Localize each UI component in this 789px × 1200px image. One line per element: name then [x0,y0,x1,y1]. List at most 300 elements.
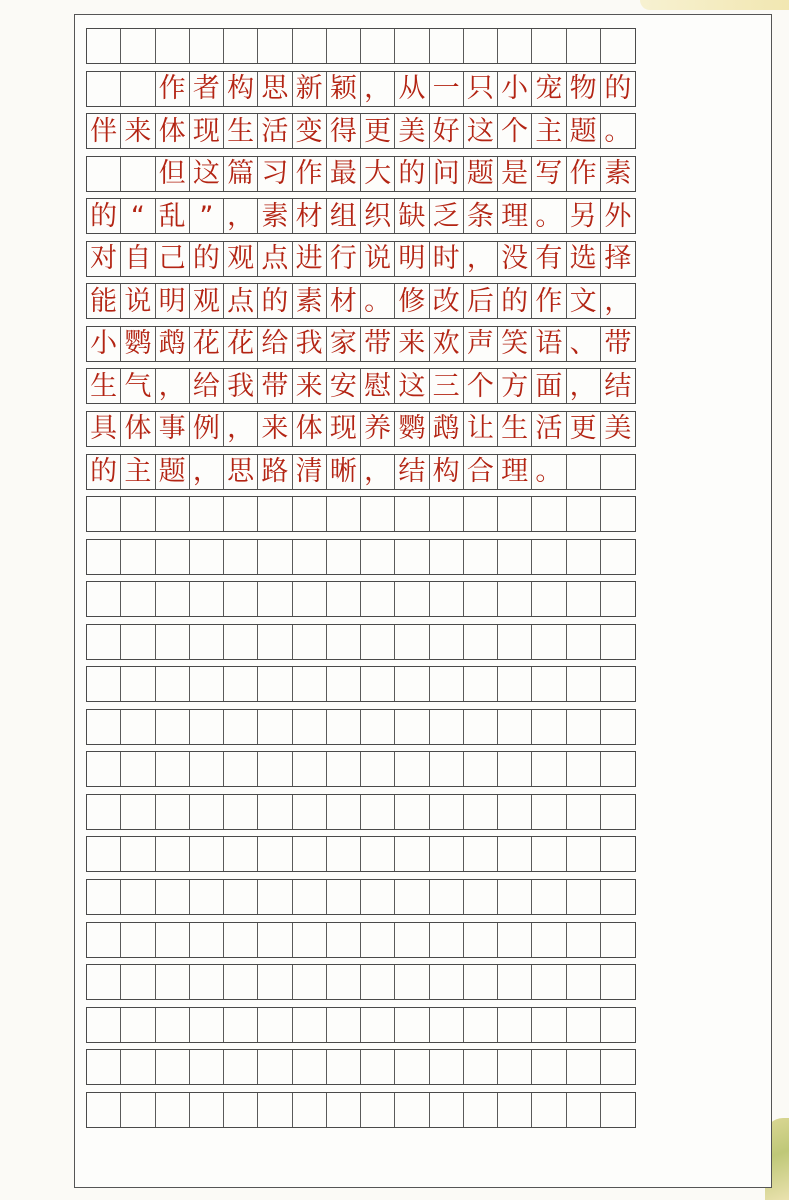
grid-cell [327,965,361,999]
grid-cell [395,710,429,744]
grid-cell [567,1008,601,1042]
grid-cell-char: 变 [293,114,327,148]
grid-cell-char: 理 [498,199,532,233]
grid-cell [532,667,566,701]
grid-cell [293,837,327,871]
grid-cell-char: 给 [190,369,224,403]
grid-row [86,283,636,319]
grid-cell-char: 另 [567,199,601,233]
grid-cell [395,667,429,701]
grid-cell [567,625,601,659]
grid-cell [327,923,361,957]
grid-cell [532,29,566,63]
grid-cell-char: 后 [464,284,498,318]
grid-cell-char: 来 [258,412,292,446]
grid-cell [430,29,464,63]
grid-cell-char: 例 [190,412,224,446]
grid-cell-char: 理 [498,455,532,489]
grid-cell-char: 构 [430,455,464,489]
grid-cell [258,1008,292,1042]
grid-cell [224,880,258,914]
grid-cell [190,1008,224,1042]
grid-cell [395,1008,429,1042]
grid-cell-char: 晰 [327,455,361,489]
grid-cell [498,880,532,914]
grid-cell-char: 。 [604,115,632,147]
grid-cell-char: 声 [464,327,498,361]
grid-cell [361,667,395,701]
grid-cell [224,1050,258,1084]
grid-cell [464,29,498,63]
grid-cell-char: ， [604,285,632,317]
grid-cell-char: 个 [498,114,532,148]
grid-cell-char: 更 [567,412,601,446]
grid-cell [361,582,395,616]
grid-cell [498,752,532,786]
grid-cell [121,1050,155,1084]
grid-cell [395,880,429,914]
grid-cell-char: 说 [361,242,395,276]
grid-cell-char: 美 [395,114,429,148]
grid-row [86,879,636,915]
grid-cell [156,582,190,616]
grid-row [86,666,636,702]
grid-cell [601,880,635,914]
grid-cell-char: 从 [395,72,429,106]
grid-cell-char: 更 [361,114,395,148]
grid-cell-char: 素 [293,284,327,318]
grid-cell [395,540,429,574]
grid-cell-char: 改 [430,284,464,318]
grid-cell [327,1008,361,1042]
grid-cell [87,29,121,63]
grid-cell [327,795,361,829]
grid-cell [498,29,532,63]
grid-cell [464,582,498,616]
grid-cell-char: 者 [190,72,224,106]
grid-cell [156,795,190,829]
grid-cell [361,540,395,574]
grid-cell [121,752,155,786]
grid-cell [224,1093,258,1127]
grid-row [86,28,636,64]
grid-cell-char [601,455,635,489]
grid-cell-char: 合 [464,455,498,489]
grid-cell [361,880,395,914]
grid-cell [224,965,258,999]
grid-row [86,1049,636,1085]
grid-cell-char: ， [464,242,498,276]
grid-cell-char: 作 [567,157,601,191]
grid-cell [567,29,601,63]
grid-cell [430,795,464,829]
grid-cell [361,752,395,786]
corner-decoration [640,0,789,10]
grid-cell [293,965,327,999]
grid-cell [430,540,464,574]
grid-row [86,624,636,660]
grid-cell-char [567,455,601,489]
grid-cell [87,923,121,957]
grid-cell-char: 题 [156,455,190,489]
grid-cell-char: 条 [464,199,498,233]
grid-cell [430,880,464,914]
grid-cell [190,923,224,957]
grid-cell-char: “ [121,199,155,233]
grid-cell-char: ” [190,199,224,233]
grid-cell [293,1008,327,1042]
grid-cell-char: 习 [258,157,292,191]
grid-cell [361,710,395,744]
grid-cell-char: 作 [156,72,190,106]
grid-cell [395,837,429,871]
grid-cell [327,1093,361,1127]
grid-cell [395,582,429,616]
grid-cell [190,1050,224,1084]
grid-cell [224,29,258,63]
grid-cell [567,837,601,871]
grid-cell [293,29,327,63]
grid-cell-char: 题 [464,157,498,191]
grid-cell-char: 事 [156,412,190,446]
grid-cell [361,29,395,63]
grid-cell-char: 写 [532,157,566,191]
grid-cell [293,795,327,829]
grid-cell-char: 作 [293,157,327,191]
grid-cell [258,1050,292,1084]
grid-cell [464,965,498,999]
grid-cell-char: 颖 [327,72,361,106]
grid-row [86,1007,636,1043]
grid-row [86,496,636,532]
grid-cell [190,837,224,871]
grid-cell [190,710,224,744]
grid-cell-char: 明 [156,284,190,318]
grid-cell [361,497,395,531]
grid-cell-char: ， [224,199,258,233]
grid-row [86,411,636,447]
grid-cell [327,1050,361,1084]
grid-row [86,71,636,107]
grid-cell-char: 三 [430,369,464,403]
grid-cell-char: 小 [498,72,532,106]
grid-cell [258,582,292,616]
grid-cell-char: 最 [327,157,361,191]
grid-cell-char: 修 [395,284,429,318]
grid-cell-char: 明 [395,242,429,276]
grid-cell [121,837,155,871]
grid-cell-char: 文 [567,284,601,318]
grid-cell-char: 家 [327,327,361,361]
grid-cell [121,965,155,999]
grid-cell [190,965,224,999]
grid-cell [430,582,464,616]
grid-cell [464,625,498,659]
grid-cell [293,667,327,701]
grid-cell [121,497,155,531]
grid-cell [156,667,190,701]
grid-cell [430,965,464,999]
grid-cell [464,1008,498,1042]
grid-cell [361,1093,395,1127]
grid-cell-char: 体 [121,412,155,446]
grid-cell [87,1093,121,1127]
grid-row [86,241,636,277]
grid-row [86,368,636,404]
grid-cell [464,1050,498,1084]
grid-cell-char: 组 [327,199,361,233]
grid-cell-char: 鹦 [121,327,155,361]
grid-cell [121,667,155,701]
grid-cell [361,965,395,999]
grid-cell [190,582,224,616]
grid-cell [601,29,635,63]
grid-cell [395,752,429,786]
grid-cell [498,667,532,701]
grid-cell [190,752,224,786]
grid-cell [464,1093,498,1127]
grid-cell-char: 这 [190,157,224,191]
grid-cell-char: 美 [604,413,632,445]
grid-cell [430,710,464,744]
grid-cell-char: 没 [498,242,532,276]
grid-row [86,454,636,490]
grid-cell [464,540,498,574]
grid-cell [430,1093,464,1127]
grid-row [86,836,636,872]
grid-cell-char: 生 [224,114,258,148]
grid-cell [121,1093,155,1127]
grid-cell [464,497,498,531]
grid-cell [87,667,121,701]
grid-cell [121,540,155,574]
grid-cell [258,497,292,531]
grid-cell [156,540,190,574]
grid-cell [156,965,190,999]
grid-cell [224,667,258,701]
grid-cell [121,923,155,957]
grid-cell-char: 。 [532,455,566,489]
grid-cell [156,1050,190,1084]
grid-cell-char: 主 [121,455,155,489]
grid-cell [258,710,292,744]
grid-cell-char: 好 [430,114,464,148]
grid-cell [87,1008,121,1042]
grid-cell-char: 大 [361,157,395,191]
grid-cell [532,582,566,616]
grid-cell [567,710,601,744]
grid-cell [430,1050,464,1084]
grid-cell [156,710,190,744]
grid-cell-char: 方 [498,369,532,403]
grid-cell-char [87,72,121,106]
grid-cell [601,795,635,829]
grid-cell [464,667,498,701]
grid-cell-char: 来 [121,114,155,148]
grid-cell-char: 选 [567,242,601,276]
grid-cell [224,710,258,744]
grid-cell [395,1050,429,1084]
grid-cell-char: 行 [327,242,361,276]
grid-cell-char: 篇 [224,157,258,191]
grid-cell [601,540,635,574]
grid-cell [498,1008,532,1042]
grid-cell [498,497,532,531]
grid-cell-char: 作 [532,284,566,318]
grid-cell [224,795,258,829]
grid-cell-char: 鹦 [395,412,429,446]
grid-cell-char: 的 [498,284,532,318]
grid-cell [87,880,121,914]
grid-cell-char: 观 [224,242,258,276]
grid-cell [601,1050,635,1084]
grid-cell [567,923,601,957]
grid-cell-char: 让 [464,412,498,446]
grid-row [86,922,636,958]
grid-cell-char: 题 [567,114,601,148]
grid-cell [430,667,464,701]
grid-cell-char: 问 [430,157,464,191]
grid-cell-char: 织 [361,199,395,233]
grid-cell [327,582,361,616]
grid-cell-char: 笑 [498,327,532,361]
grid-cell [327,667,361,701]
grid-cell [190,29,224,63]
grid-cell [430,625,464,659]
grid-cell [293,540,327,574]
grid-cell [567,540,601,574]
grid-cell [224,497,258,531]
grid-cell [430,837,464,871]
grid-cell-char: 带 [258,369,292,403]
grid-cell-char: 能 [87,284,121,318]
grid-cell-char: 时 [430,242,464,276]
grid-cell [156,837,190,871]
grid-cell [224,540,258,574]
grid-cell [601,497,635,531]
grid-cell [601,710,635,744]
grid-cell [87,965,121,999]
grid-cell [532,837,566,871]
grid-cell [532,710,566,744]
grid-cell-char: 外 [604,200,632,232]
grid-cell [258,965,292,999]
grid-cell-char: 的 [190,242,224,276]
grid-cell [567,582,601,616]
grid-cell-char: 。 [361,284,395,318]
grid-cell-char: 的 [604,73,632,104]
grid-row [86,751,636,787]
grid-cell [190,880,224,914]
grid-cell [532,923,566,957]
grid-cell-char: 的 [395,157,429,191]
grid-cell-char: ， [156,369,190,403]
grid-cell [258,837,292,871]
grid-cell [121,29,155,63]
grid-cell-char: 观 [190,284,224,318]
grid-cell [567,1093,601,1127]
grid-cell [532,795,566,829]
grid-cell-char: 现 [190,114,224,148]
grid-cell-char: 物 [567,72,601,106]
grid-cell [567,880,601,914]
grid-cell [156,880,190,914]
grid-cell-char: 欢 [430,327,464,361]
grid-cell [87,582,121,616]
grid-cell [464,880,498,914]
grid-cell-char: ， [361,455,395,489]
grid-cell [498,625,532,659]
grid-cell-char: 宠 [532,72,566,106]
grid-cell-char: 但 [156,157,190,191]
grid-row [86,794,636,830]
grid-cell [601,923,635,957]
grid-cell [532,752,566,786]
grid-cell [258,625,292,659]
grid-cell [601,582,635,616]
grid-cell [156,752,190,786]
grid-cell [327,710,361,744]
grid-cell [293,582,327,616]
grid-cell [498,710,532,744]
grid-cell [258,795,292,829]
grid-cell-char: 具 [87,412,121,446]
grid-cell [361,1050,395,1084]
grid-cell [498,582,532,616]
grid-cell-char: 语 [532,327,566,361]
grid-cell [430,497,464,531]
grid-cell-char: 。 [532,199,566,233]
grid-cell-char: 是 [498,157,532,191]
grid-cell-char: 来 [293,369,327,403]
grid-cell [498,923,532,957]
grid-cell-char: 体 [156,114,190,148]
grid-cell-char: 的 [87,455,121,489]
grid-cell [258,540,292,574]
grid-cell [293,1050,327,1084]
grid-cell [361,625,395,659]
grid-cell-char: 素 [604,158,632,190]
grid-cell-char: 小 [87,327,121,361]
grid-cell [361,1008,395,1042]
grid-cell [361,837,395,871]
grid-cell-char: 面 [532,369,566,403]
grid-cell-char: 花 [224,327,258,361]
grid-cell [464,752,498,786]
grid-cell-char: 的 [87,199,121,233]
grid-cell [190,1093,224,1127]
grid-cell-char: 对 [87,242,121,276]
grid-cell [601,1093,635,1127]
grid-cell [258,1093,292,1127]
grid-cell [430,923,464,957]
grid-cell [87,497,121,531]
grid-cell [87,710,121,744]
grid-cell [395,625,429,659]
grid-cell [464,837,498,871]
grid-cell [498,1050,532,1084]
grid-row [86,156,636,192]
grid-cell-char: 清 [293,455,327,489]
grid-cell [498,795,532,829]
grid-cell-char: 气 [121,369,155,403]
grid-cell [464,710,498,744]
grid-cell [464,795,498,829]
grid-cell-char: 点 [224,284,258,318]
grid-row [86,709,636,745]
grid-cell [156,625,190,659]
grid-cell [87,795,121,829]
